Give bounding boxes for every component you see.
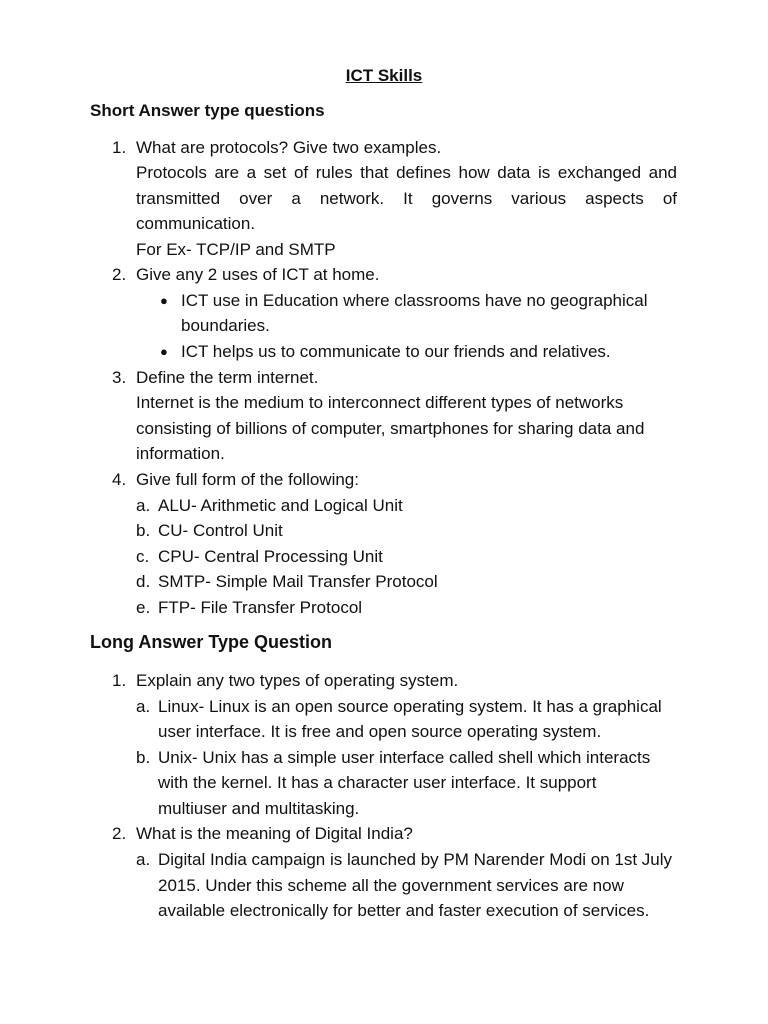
question-number: 2. — [112, 265, 127, 284]
answer-line: available electronically for better and faster execution of services. — [158, 901, 650, 920]
answer-line: Internet is the medium to interconnect different types of networks — [136, 393, 624, 412]
answer-line: with the kernel. It has a character user interface. It support — [158, 773, 597, 792]
list-item: CU- Control Unit — [158, 521, 283, 540]
question-text: Give any 2 uses of ICT at home. — [136, 265, 380, 284]
question-number: 1. — [112, 138, 127, 157]
list-letter: a. — [136, 697, 151, 716]
question-number: 2. — [112, 824, 127, 843]
bullet-text: boundaries. — [181, 316, 270, 335]
answer-line: For Ex- TCP/IP and SMTP — [136, 240, 336, 259]
question-number: 3. — [112, 368, 127, 387]
list-letter: a. — [136, 496, 151, 515]
answer-line: multiuser and multitasking. — [158, 799, 360, 818]
question-text: Explain any two types of operating system. — [136, 671, 459, 690]
list-letter: d. — [136, 572, 151, 591]
bullet-text: ICT use in Education where classrooms have no geographical — [181, 291, 648, 310]
answer-line: Digital India campaign is launched by PM Narender Modi on 1st July — [158, 850, 673, 869]
list-item: ALU- Arithmetic and Logical Unit — [158, 496, 403, 515]
answer-line: Linux- Linux is an open source operating system. It has a graphical — [158, 697, 662, 716]
answer-line: user interface. It is free and open source operating system. — [158, 722, 602, 741]
bullet-icon: ● — [160, 344, 168, 359]
answer-line: information. — [136, 444, 225, 463]
question-number: 4. — [112, 470, 127, 489]
answer-line: 2015. Under this scheme all the government services are now — [158, 876, 624, 895]
list-item: SMTP- Simple Mail Transfer Protocol — [158, 572, 438, 591]
short-answer-heading: Short Answer type questions — [90, 101, 325, 120]
answer-line: consisting of billions of computer, smartphones for sharing data and — [136, 419, 645, 438]
list-item: FTP- File Transfer Protocol — [158, 598, 363, 617]
answer-line: Protocols are a set of rules that defines how data is exchanged and — [136, 163, 677, 182]
list-letter: b. — [136, 521, 151, 540]
list-letter: a. — [136, 850, 151, 869]
question-number: 1. — [112, 671, 127, 690]
list-item: CPU- Central Processing Unit — [158, 547, 383, 566]
answer-line: Unix- Unix has a simple user interface called shell which interacts — [158, 748, 651, 767]
list-letter: c. — [136, 547, 150, 566]
bullet-text: ICT helps us to communicate to our friends and relatives. — [181, 342, 611, 361]
question-text: Define the term internet. — [136, 368, 319, 387]
long-answer-heading: Long Answer Type Question — [90, 632, 333, 652]
list-letter: b. — [136, 748, 151, 767]
bullet-icon: ● — [160, 293, 168, 308]
answer-line: transmitted over a network. It governs various aspects of — [136, 189, 677, 208]
document-title: ICT Skills — [345, 66, 423, 85]
question-text: Give full form of the following: — [136, 470, 359, 489]
question-text: What are protocols? Give two examples. — [136, 138, 442, 157]
question-text: What is the meaning of Digital India? — [136, 824, 413, 843]
list-letter: e. — [136, 598, 151, 617]
answer-line: communication. — [136, 214, 256, 233]
